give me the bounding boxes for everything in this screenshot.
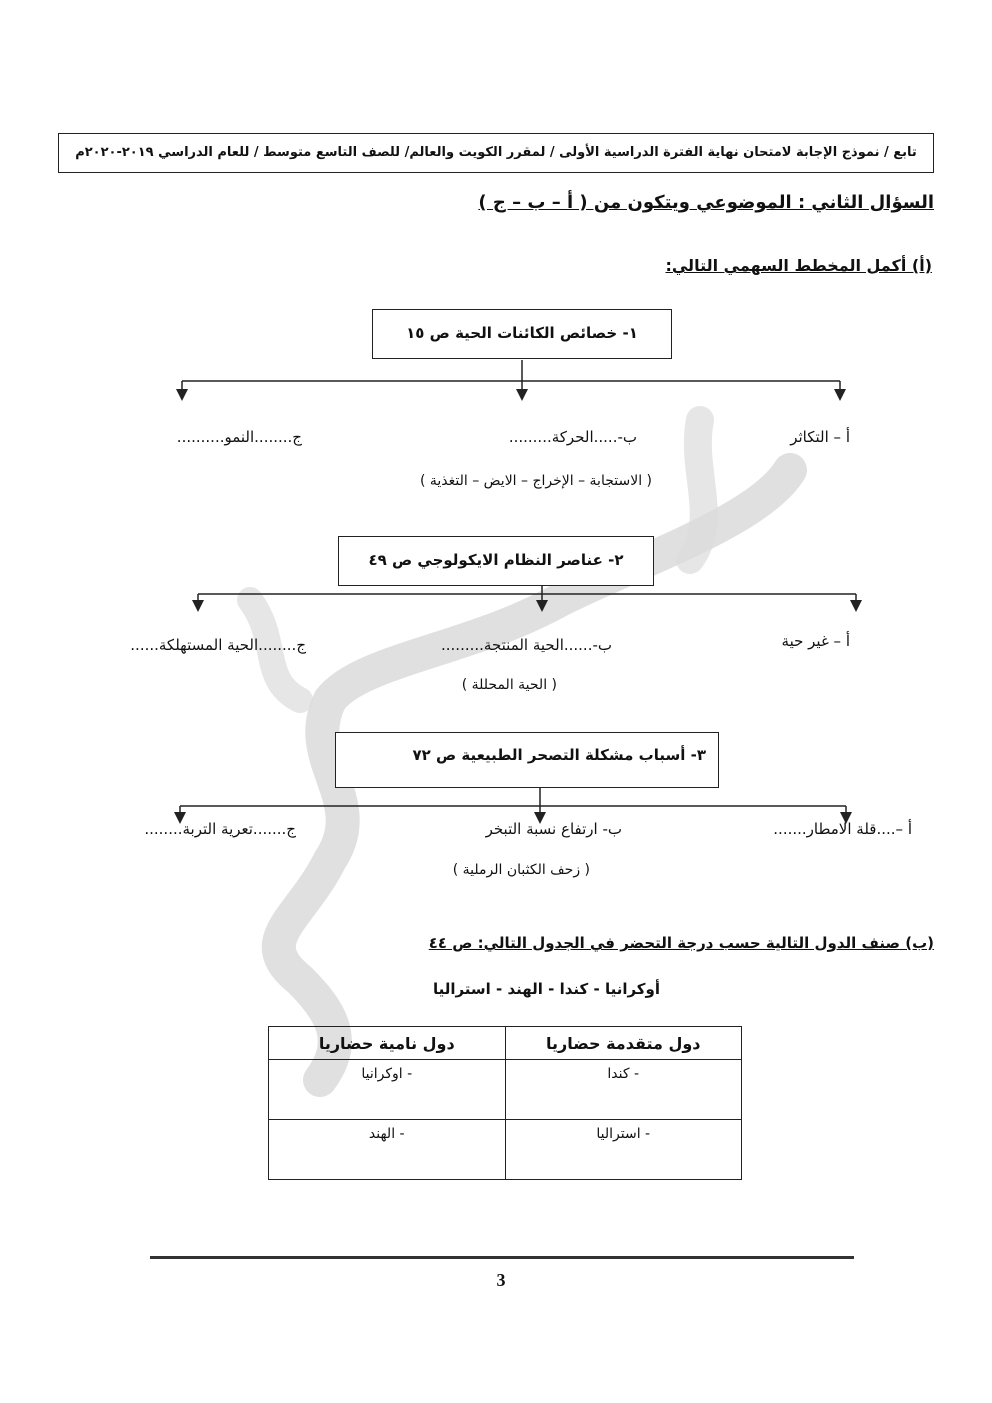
diagram-1-answer-c: ج........النمو.......... — [176, 428, 302, 446]
diagram-3-note: ( زحف الكثبان الرملية ) — [452, 862, 590, 878]
question-title: السؤال الثاني : الموضوعي ويتكون من ( أ – ب – ج ) — [478, 192, 934, 213]
header-developed: دول متقدمة حضاريا — [505, 1027, 742, 1060]
diagram-1-box: ١- خصائص الكائنات الحية ص ١٥ — [372, 309, 672, 359]
diagram-3-answer-c: ج.......تعرية التربة........ — [144, 820, 296, 838]
part-a-title: (أ) أكمل المخطط السهمي التالي: — [665, 256, 932, 275]
diagram-3-answer-a: أ –....قلة الامطار....... — [773, 820, 912, 838]
part-b-title: (ب) صنف الدول التالية حسب درجة التحضر في الجدول التالي: ص ٤٤ — [428, 934, 934, 952]
diagram-2-answer-b: ب-......الحية المنتجة......... — [441, 636, 612, 654]
country-list: أوكرانيا - كندا - الهند - استراليا — [432, 980, 660, 998]
header-developing: دول نامية حضاريا — [269, 1027, 506, 1060]
exam-header: تابع / نموذج الإجابة لامتحان نهاية الفترة الدراسية الأولى / لمقرر الكويت والعالم/ للصف التاسع متوسط / للعام الدراسي ٢٠١٩-٢٠٢٠م — [58, 133, 934, 173]
diagram-2-answer-c: ج........الحية المستهلكة...... — [130, 636, 306, 654]
diagram-2-answer-a: أ – غير حية — [781, 632, 850, 650]
table-cell: - الهند — [269, 1120, 506, 1180]
diagram-1-answer-a: أ – التكاثر — [790, 428, 850, 446]
table-row — [269, 1120, 742, 1180]
diagram-2-box: ٢- عناصر النظام الايكولوجي ص ٤٩ — [338, 536, 654, 586]
table-header-row — [269, 1027, 742, 1060]
table-cell: - استراليا — [505, 1120, 742, 1180]
diagram-1-note: ( الاستجابة – الإخراج – الايض – التغذية ) — [419, 473, 652, 489]
footer-divider — [150, 1256, 854, 1259]
diagram-3-box: ٣- أسباب مشكلة التصحر الطبيعية ص ٧٢ — [335, 732, 719, 788]
diagram-3-answer-b: ب- ارتفاع نسبة التبخر — [485, 820, 622, 838]
diagram-1-answer-b: ب-.....الحركة......... — [508, 428, 637, 446]
page-number: 3 — [496, 1270, 506, 1290]
classification-table — [268, 1026, 742, 1180]
table-cell: - كندا — [505, 1060, 742, 1120]
table-row — [269, 1060, 742, 1120]
diagram-2-note: ( الحية المحللة ) — [461, 677, 557, 693]
table-cell: - اوكرانيا — [269, 1060, 506, 1120]
